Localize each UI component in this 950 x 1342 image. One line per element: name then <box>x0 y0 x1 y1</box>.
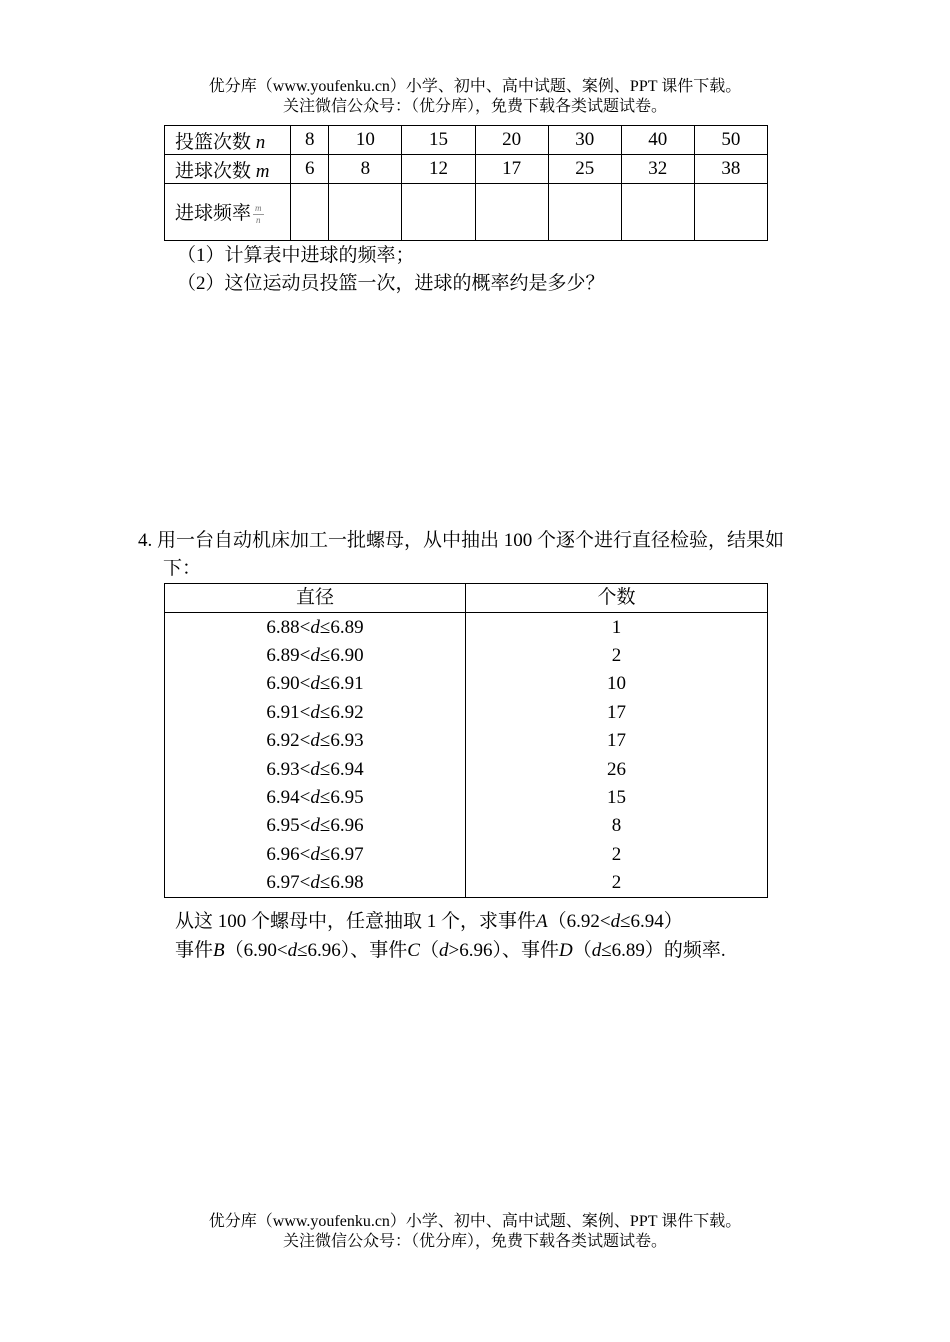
q4-after-line2: 事件B（6.90<d≤6.96）、事件C（d>6.96）、事件D（d≤6.89）的频率. <box>175 940 726 961</box>
table-row <box>165 184 768 241</box>
table-cell: 32 <box>621 155 694 184</box>
table-row <box>165 869 768 898</box>
table-cell <box>291 184 329 241</box>
count-cell: 15 <box>466 784 768 812</box>
diameter-cell: 6.97<d≤6.98 <box>165 869 466 898</box>
q4-line1: 4. 用一台自动机床加工一批螺母，从中抽出 100 个逐个进行直径检验，结果如 <box>138 530 785 551</box>
table-row <box>165 126 768 155</box>
table-cell: 10 <box>329 126 402 155</box>
diameter-cell: 6.88<d≤6.89 <box>165 613 466 642</box>
table-cell: 17 <box>475 155 548 184</box>
diameter-cell: 6.94<d≤6.95 <box>165 784 466 812</box>
table-row <box>165 812 768 840</box>
table-cell <box>694 184 767 241</box>
table-row <box>165 784 768 812</box>
page-footer <box>0 1212 950 1252</box>
table-cell: 38 <box>694 155 767 184</box>
table-row <box>165 584 768 613</box>
table-cell: 50 <box>694 126 767 155</box>
table-cell <box>621 184 694 241</box>
count-cell: 8 <box>466 812 768 840</box>
diameter-cell: 6.95<d≤6.96 <box>165 812 466 840</box>
table-row <box>165 699 768 727</box>
table-cell <box>329 184 402 241</box>
diameter-cell: 6.92<d≤6.93 <box>165 727 466 755</box>
table-cell <box>475 184 548 241</box>
q4-line2: 下： <box>163 558 202 579</box>
table-row <box>165 727 768 755</box>
column-header-diameter: 直径 <box>165 584 466 613</box>
count-cell: 2 <box>466 869 768 898</box>
table-row <box>165 642 768 670</box>
count-cell: 26 <box>466 755 768 783</box>
header-line-1: 优分库（www.youfenku.cn）小学、初中、高中试题、案例、PPT 课件下载。 <box>208 78 742 95</box>
table-cell: 25 <box>548 155 621 184</box>
count-cell: 17 <box>466 727 768 755</box>
table-row <box>165 841 768 869</box>
table-cell: 15 <box>402 126 475 155</box>
count-cell: 10 <box>466 670 768 698</box>
fraction: $\frac{m}{n}$ <box>255 203 262 226</box>
table-cell: 8 <box>329 155 402 184</box>
table-row <box>165 755 768 783</box>
column-header-count: 个数 <box>466 584 768 613</box>
row-label: 进球频率 $\frac{m}{n}$ <box>165 184 291 241</box>
nut-table <box>164 583 768 898</box>
count-cell: 2 <box>466 642 768 670</box>
table-cell: 30 <box>548 126 621 155</box>
count-cell: 2 <box>466 841 768 869</box>
header-line-2: 关注微信公众号：（优分库），免费下载各类试题试卷。 <box>282 98 667 115</box>
diameter-cell: 6.93<d≤6.94 <box>165 755 466 783</box>
table-cell: 12 <box>402 155 475 184</box>
footer-line-1: 优分库（www.youfenku.cn）小学、初中、高中试题、案例、PPT 课件下载。 <box>208 1213 742 1230</box>
table-cell: 8 <box>291 126 329 155</box>
table-cell: 40 <box>621 126 694 155</box>
diameter-cell: 6.91<d≤6.92 <box>165 699 466 727</box>
count-cell: 1 <box>466 613 768 642</box>
count-cell: 17 <box>466 699 768 727</box>
footer-line-2: 关注微信公众号：（优分库），免费下载各类试题试卷。 <box>282 1233 667 1250</box>
table-row <box>165 613 768 642</box>
page-header <box>0 77 950 117</box>
q4-after-line1: 从这 100 个螺母中，任意抽取 1 个，求事件A（6.92<d≤6.94） <box>175 911 683 932</box>
diameter-cell: 6.96<d≤6.97 <box>165 841 466 869</box>
table-cell <box>402 184 475 241</box>
row-label: 投篮次数 n <box>165 126 291 155</box>
shots-table <box>164 125 768 241</box>
q3-part1: （1）计算表中进球的频率； <box>177 245 415 266</box>
diameter-cell: 6.89<d≤6.90 <box>165 642 466 670</box>
table-row <box>165 670 768 698</box>
table-row <box>165 155 768 184</box>
diameter-cell: 6.90<d≤6.91 <box>165 670 466 698</box>
q4-number: 4. <box>138 530 153 551</box>
table-cell: 20 <box>475 126 548 155</box>
table-cell: 6 <box>291 155 329 184</box>
table-cell <box>548 184 621 241</box>
q3-part2: （2）这位运动员投篮一次，进球的概率约是多少？ <box>177 273 605 294</box>
row-label: 进球次数 m <box>165 155 291 184</box>
